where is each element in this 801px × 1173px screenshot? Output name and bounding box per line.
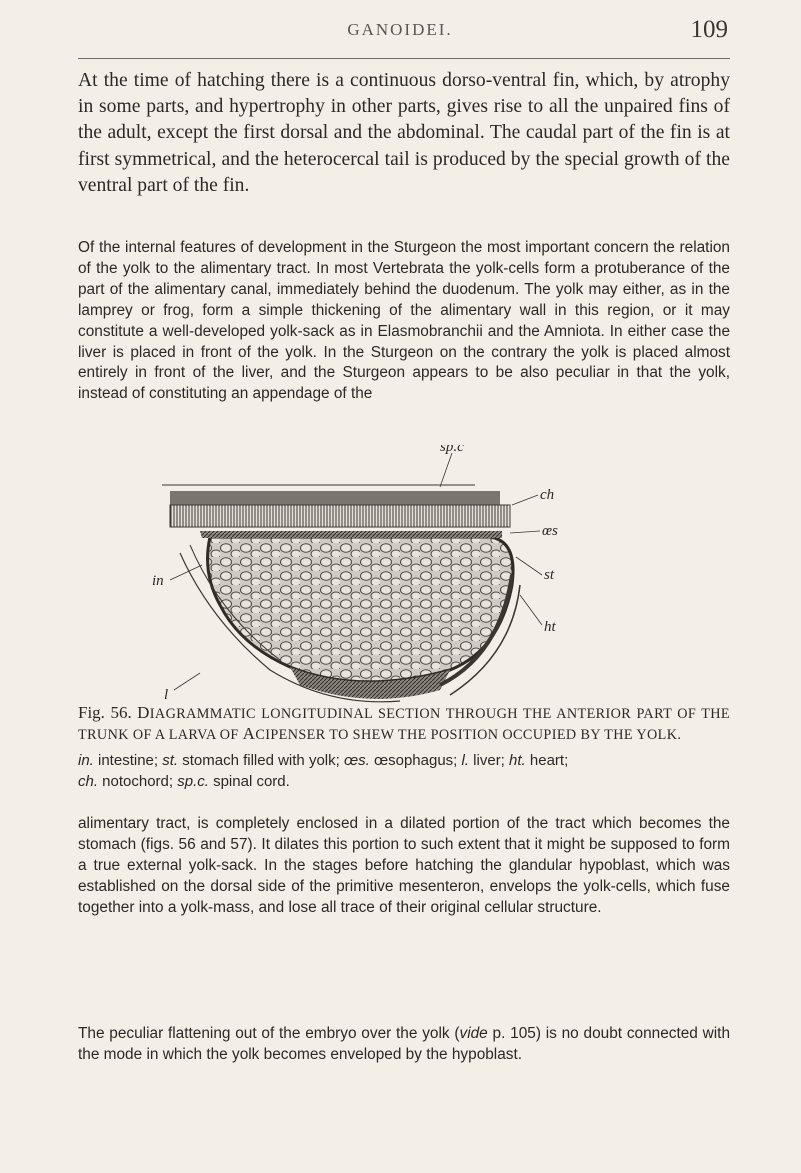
legend-desc: intestine;: [93, 752, 163, 769]
figure-56: [140, 445, 680, 715]
paragraph-1: At the time of hatching there is a continuous dorso-ventral fin, which, by atrophy in some parts, and hypertrophy in other parts, gives rise to all the unpaired fins of the adult, except the first dorsal and the abdominal. The caudal part of the fin is at first symmetrical, and the heterocercal tail is produced by the special growth of the ventral part of the fin.: [78, 70, 730, 196]
figure-legend: [78, 750, 730, 792]
page-number: 109: [690, 16, 728, 43]
stomach-yolk: [208, 537, 514, 682]
notochord: [170, 505, 510, 527]
legend-desc: œsophagus;: [369, 752, 462, 769]
label-ch: ch: [540, 487, 555, 503]
label-oes: œs: [542, 523, 558, 539]
caption-text: IAGRAMMATIC LONGITUDINAL SECTION THROUGH THE ANTERIOR PART OF THE TRUNK OF A LARVA OF: [78, 706, 730, 743]
legend-desc: spinal cord.: [208, 773, 290, 790]
stomach-wall: [200, 531, 502, 538]
legend-abbr: st.: [162, 752, 179, 769]
section-diagram: [140, 445, 680, 715]
legend-desc: stomach filled with yolk;: [178, 752, 344, 769]
legend-desc: notochord;: [98, 773, 178, 790]
paragraph-4-text: The peculiar flattening out of the embryo over the yolk (: [78, 1025, 460, 1042]
legend-abbr: ht.: [509, 752, 526, 769]
label-ht: ht: [544, 619, 556, 635]
caption-text-2: CIPENSER TO SHEW THE POSITION OCCUPIED BY THE YOLK.: [255, 727, 682, 743]
label-st: st: [544, 567, 555, 583]
paragraph-4-text-end: p. 105) is no doubt connected with the mode in which the yolk becomes enveloped by the hypoblast.: [78, 1025, 730, 1063]
paragraph-2: Of the internal features of development in the Sturgeon the most important concern the relation of the yolk to the alimentary tract. In most Vertebrata the yolk-cells form a protuberance of the part of the alimentary canal, immediately behind the duodenum. The yolk may either, as in the lamprey or frog, form a simple thickening of the alimentary wall in this region, or it may constitute a well-developed yolk-sack as in Elasmobranchii and the Amniota. In either case the liver is placed in front of the yolk. In the Sturgeon on the contrary the yolk is placed almost entirely in front of the liver, and the Sturgeon appears to be also peculiar in that the yolk, instead of constituting an appendage of the: [78, 239, 730, 403]
spinal-cord: [170, 491, 500, 505]
label-in: in: [152, 573, 164, 589]
page-header: [70, 18, 730, 54]
caption-initial-d: D: [137, 703, 150, 722]
running-head: GANOIDEI.: [347, 20, 453, 39]
legend-desc: liver;: [469, 752, 510, 769]
header-rule: [78, 58, 730, 59]
label-spc: sp.c: [440, 445, 464, 455]
legend-abbr: œs.: [343, 752, 370, 769]
legend-abbr: sp.c.: [177, 773, 209, 790]
legend-desc: heart;: [525, 752, 569, 769]
legend-abbr: ch.: [78, 773, 99, 790]
legend-abbr: l.: [461, 752, 470, 769]
label-l: l: [164, 687, 169, 703]
caption-fig-number: Fig. 56.: [78, 703, 132, 722]
figure-caption: [78, 703, 730, 745]
legend-abbr: in.: [78, 752, 94, 769]
caption-initial-a: A: [242, 724, 256, 743]
paragraph-4-vide: vide: [459, 1025, 488, 1042]
paragraph-3: alimentary tract, is completely enclosed in a dilated portion of the tract which becomes the stomach (figs. 56 and 57). It dilates this portion to such extent that it might be supposed to form a true external yolk-sack. In the stages before hatching the glandular hypoblast, which was established on the dorsal side of the primitive mesenteron, envelops the yolk-cells, which fuse together into a yolk-mass, and lose all trace of their original cellular structure.: [78, 815, 730, 916]
paragraph-4: [78, 1024, 730, 1066]
